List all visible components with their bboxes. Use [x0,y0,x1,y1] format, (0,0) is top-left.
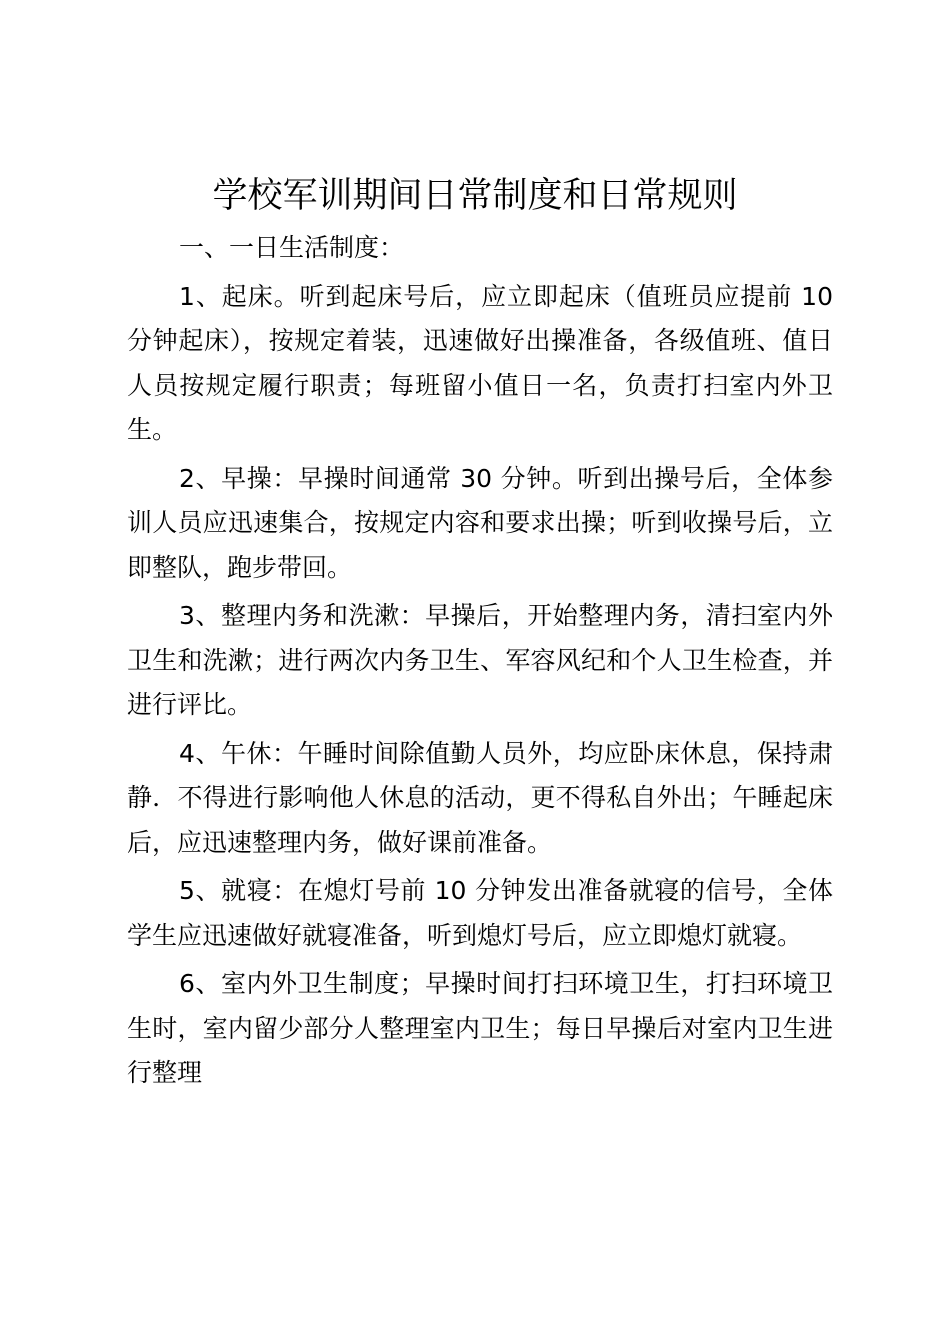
paragraph-morning-exercise: 2、早操：早操时间通常 30 分钟。听到出操号后，全体参训人员应迅速集合，按规定内容和要求出操；听到收操号后，立即整队，跑步带回。 [127,463,833,582]
document-title: 学校军训期间日常制度和日常规则 [212,176,738,216]
section-heading: 一、一日生活制度： [179,233,405,262]
paragraph-housekeeping: 3、整理内务和洗漱：早操后，开始整理内务，清扫室内外卫生和洗漱；进行两次内务卫生、军容风纪和个人卫生检查，并进行评比。 [127,601,833,719]
paragraph-wake-up: 1、起床。听到起床号后，应立即起床（值班员应提前 10分钟起床），按规定着装，迅速做好出操准备，各级值班、值日人员按规定履行职责；每班留小值日一名，负责打扫室内外卫生。 [127,281,833,444]
paragraph-nap: 4、午休：午睡时间除值勤人员外，均应卧床休息，保持肃静．不得进行影响他人休息的活动，更不得私自外出；午睡起床后，应迅速整理内务，做好课前准备。 [127,738,833,857]
document-body [127,226,833,1096]
paragraph-hygiene: 6、室内外卫生制度；早操时间打扫环境卫生，打扫环境卫生时，室内留少部分人整理室内卫生；每日早操后对室内卫生进行整理 [127,969,833,1087]
paragraph-bedtime: 5、就寝：在熄灯号前 10 分钟发出准备就寝的信号，全体学生应迅速做好就寝准备，听到熄灯号后，应立即熄灯就寝。 [127,876,833,950]
